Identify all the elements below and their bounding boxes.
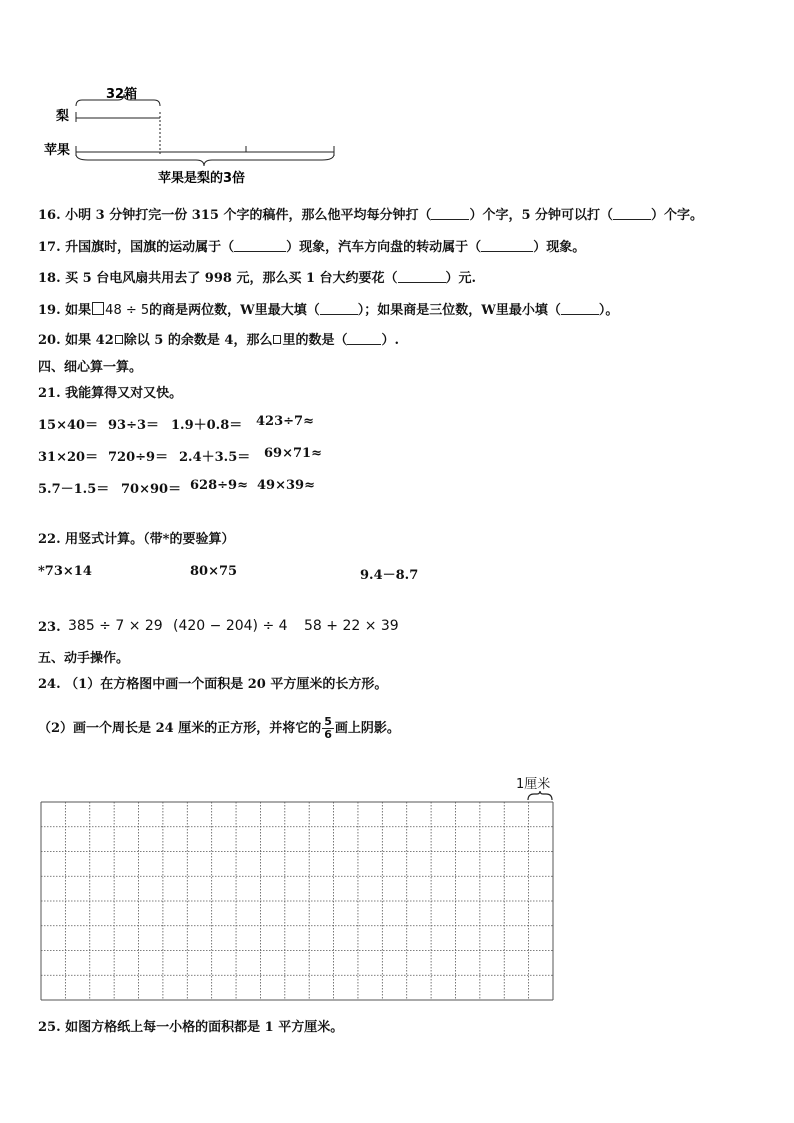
calc-item: 385 ÷ 7 × 29 — [68, 618, 163, 634]
mental-math-table — [38, 414, 458, 514]
digit-box — [115, 335, 123, 344]
calc-item: 423÷7≈ — [256, 414, 314, 429]
question-23: 23. 385 ÷ 7 × 29 (420 − 204) ÷ 4 58 + 22 × 39 — [38, 618, 399, 635]
answer-blank[interactable] — [561, 303, 599, 315]
calc-item: 69×71≈ — [264, 446, 322, 461]
diagram-bottom-label: 苹果是梨的3倍 — [158, 171, 246, 186]
answer-blank[interactable] — [320, 303, 358, 315]
digit-box — [273, 335, 281, 344]
section-4-title: 四、细心算一算。 — [38, 360, 143, 375]
calc-item: 31×20＝ — [38, 450, 99, 465]
calc-item: (420 − 204) ÷ 4 — [173, 618, 288, 634]
answer-blank[interactable] — [234, 240, 286, 252]
digit-box — [92, 302, 104, 315]
question-16: 16. 小明 3 分钟打完一份 315 个字的稿件，那么他平均每分钟打（ ）个字，5 分钟可以打（ ）个字。 — [38, 208, 704, 223]
diagram-top-label: 32箱 — [106, 87, 138, 102]
calc-item: 70×90＝ — [121, 482, 182, 497]
answer-blank[interactable] — [431, 208, 469, 220]
question-24-part-1: 24. （1）在方格图中画一个面积是 20 平方厘米的长方形。 — [38, 677, 388, 692]
diagram-pear-label: 梨 — [56, 109, 70, 124]
calc-item: 93÷3＝ — [108, 418, 160, 433]
calc-item: 5.7－1.5＝ — [38, 482, 110, 497]
calc-item: 80×75 — [190, 564, 238, 579]
question-24-part-2: （2）画一个周长是 24 厘米的正方形，并将它的 $\frac{5}{6}$ 画上阴影。 — [38, 715, 400, 741]
square-grid[interactable] — [40, 801, 554, 1001]
calc-item: 9.4－8.7 — [360, 568, 419, 583]
answer-blank[interactable] — [481, 240, 533, 252]
calc-item: 58 + 22 × 39 — [304, 618, 399, 634]
segment-diagram — [38, 82, 348, 192]
answer-blank[interactable] — [347, 333, 381, 345]
answer-blank[interactable] — [398, 271, 446, 283]
calc-item: 49×39≈ — [257, 478, 315, 493]
answer-blank[interactable] — [613, 208, 651, 220]
calc-item: 720÷9＝ — [108, 450, 169, 465]
calc-item: 628÷9≈ — [190, 478, 248, 493]
calc-item: 1.9＋0.8＝ — [171, 418, 243, 433]
question-22-title: 22. 用竖式计算。（带*的要验算） — [38, 532, 235, 547]
question-19: 19. 如果 48 ÷ 5的商是两位数，W里最大填（ ）；如果商是三位数，W里最小填（ ）。 — [38, 303, 619, 318]
calc-item: 2.4＋3.5＝ — [179, 450, 251, 465]
calc-item: 15×40＝ — [38, 418, 99, 433]
question-17: 17. 升国旗时，国旗的运动属于（ ）现象，汽车方向盘的转动属于（ ）现象。 — [38, 240, 586, 255]
question-21-title: 21. 我能算得又对又快。 — [38, 386, 183, 401]
vertical-calc-row — [38, 564, 458, 582]
question-18: 18. 买 5 台电风扇共用去了 998 元，那么买 1 台大约要花（ ）元. — [38, 271, 477, 286]
question-25: 25. 如图方格纸上每一小格的面积都是 1 平方厘米。 — [38, 1020, 344, 1035]
diagram-apple-label: 苹果 — [44, 143, 71, 158]
section-5-title: 五、动手操作。 — [38, 651, 130, 666]
question-20: 20. 如果 42 除以 5 的余数是 4，那么 里的数是（ ）. — [38, 333, 399, 348]
scale-label: 1厘米 — [516, 777, 551, 792]
calc-item: *73×14 — [38, 564, 92, 579]
fraction: $\frac{5}{6}$ — [324, 715, 332, 741]
